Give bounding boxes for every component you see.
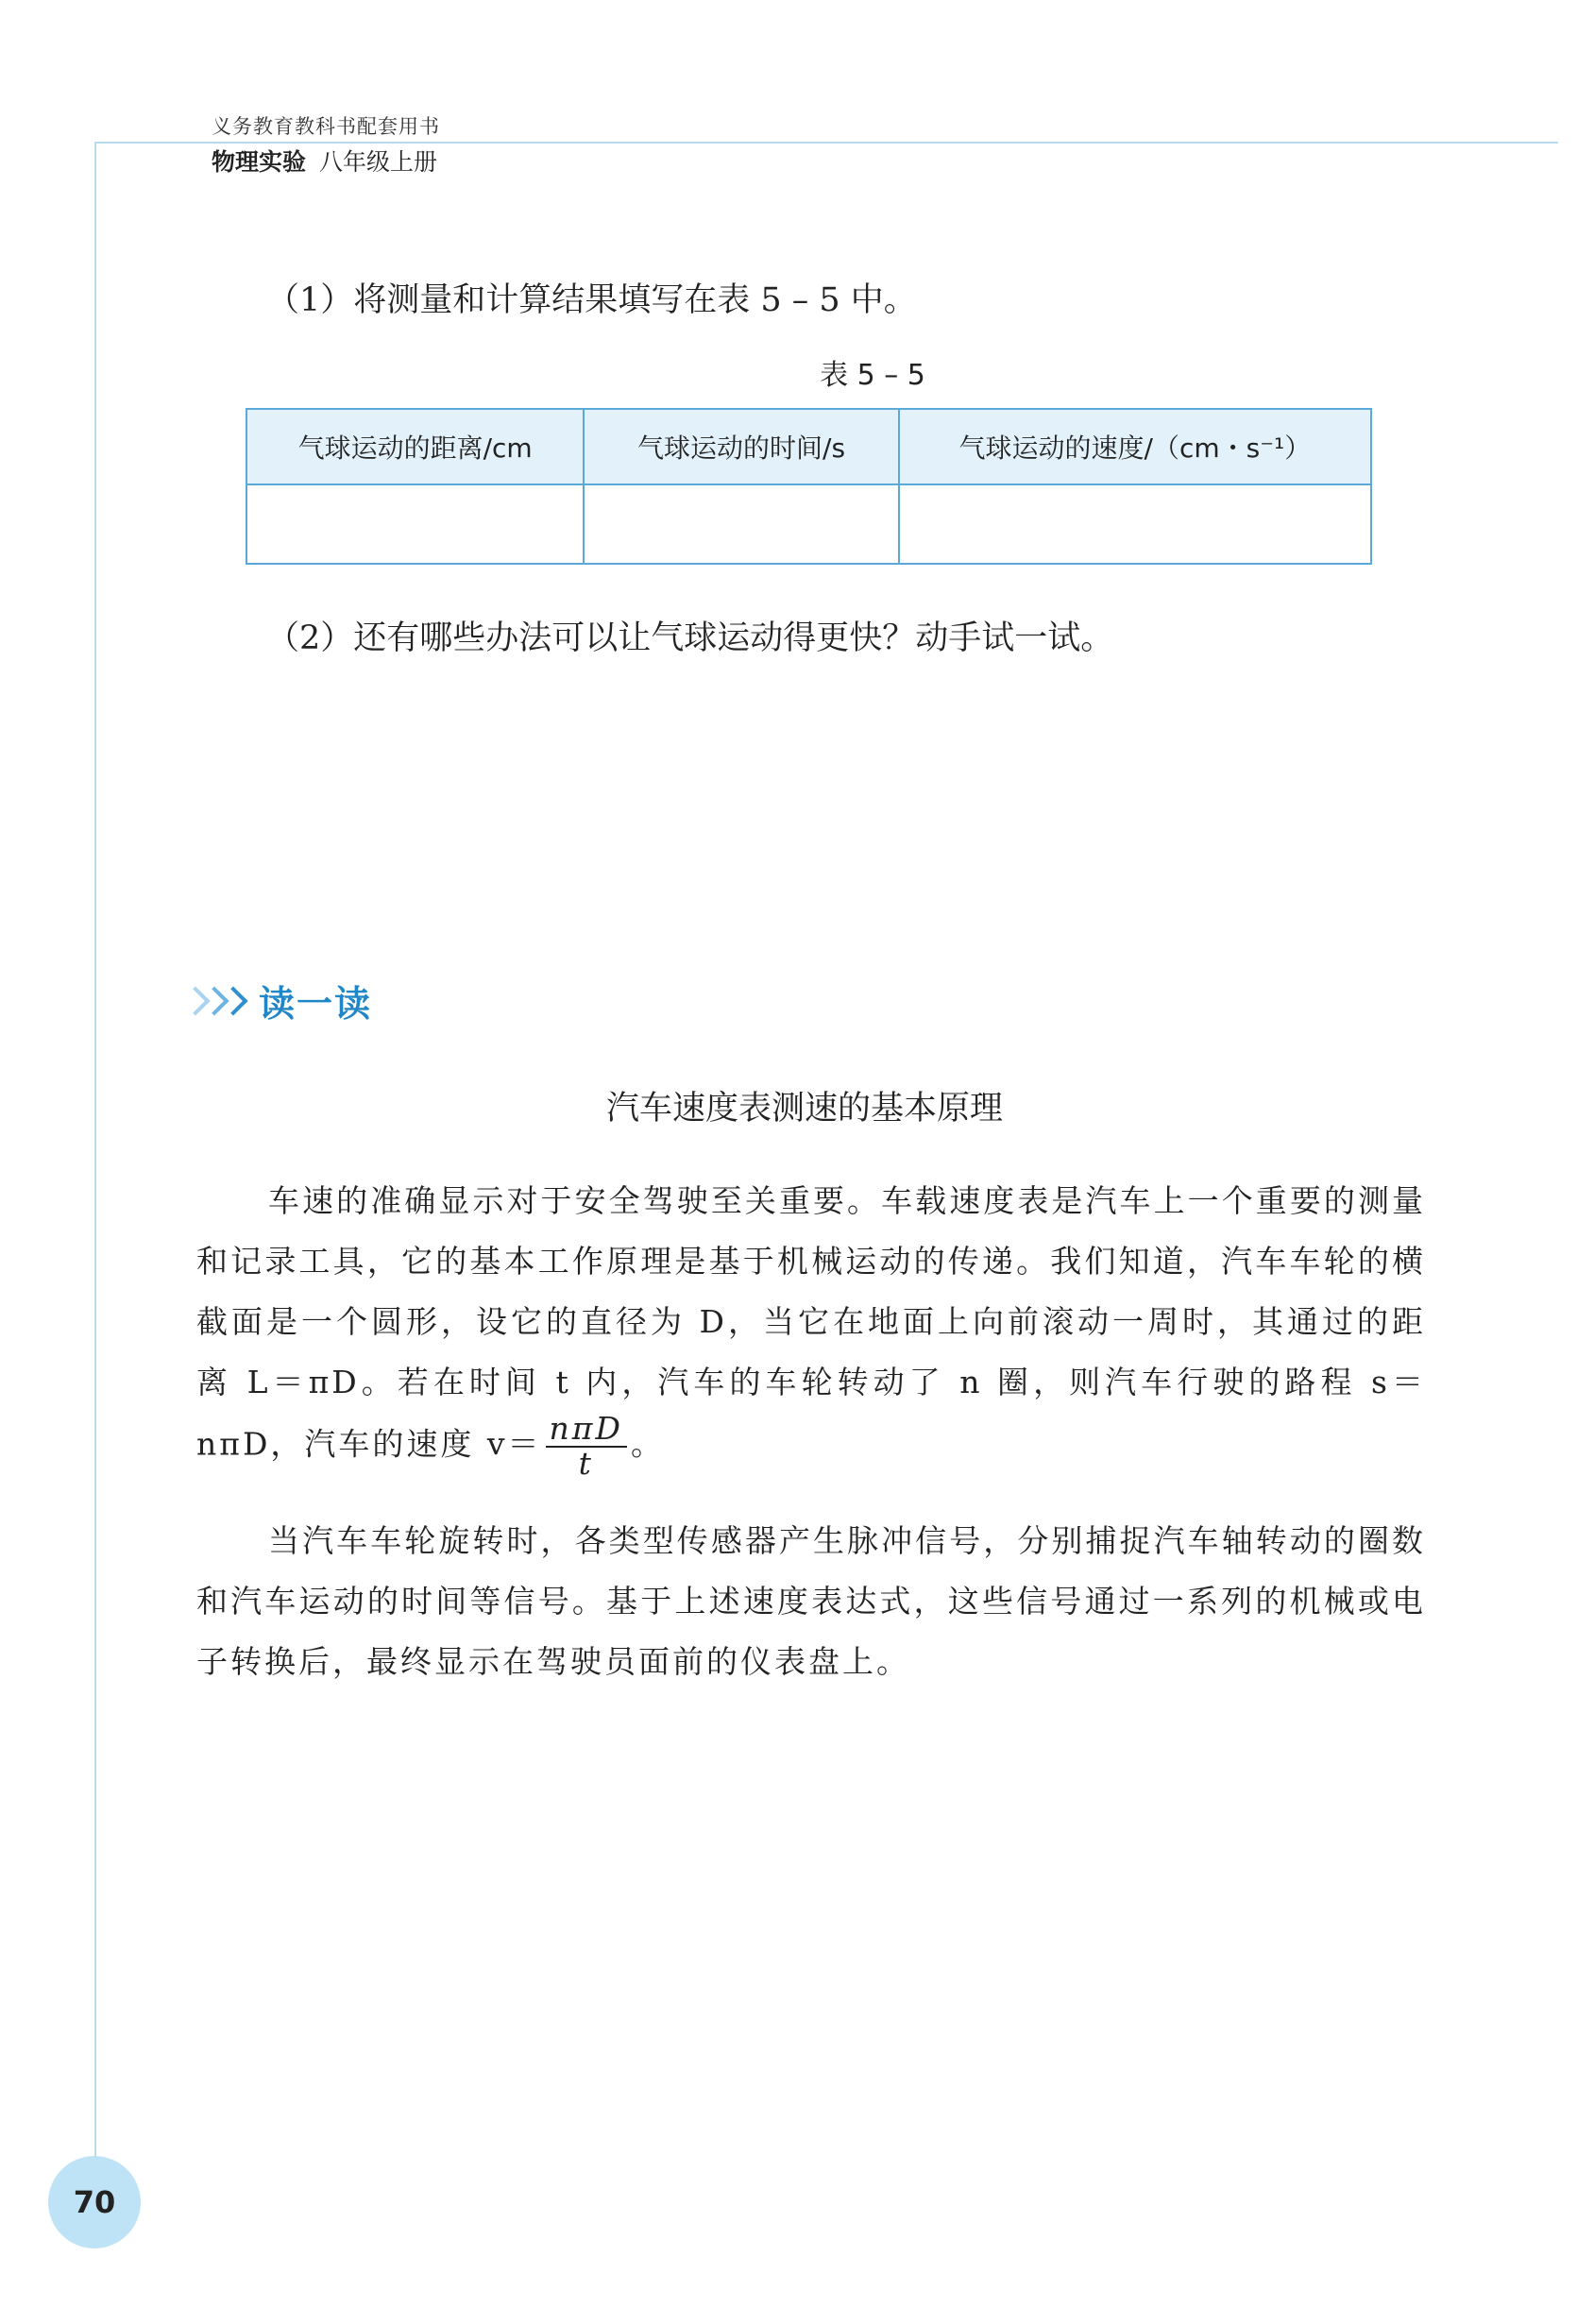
step-1-instruction: （1）将测量和计算结果填写在表 5 – 5 中。 xyxy=(266,281,917,319)
table-cell-distance[interactable] xyxy=(246,484,584,564)
table-cell-speed[interactable] xyxy=(899,484,1371,564)
article-paragraph-1 xyxy=(196,1171,1426,1480)
double-chevron-icon xyxy=(185,991,242,1011)
formula-numerator: nπD xyxy=(546,1413,627,1448)
paragraph-1-text: 车速的准确显示对于安全驾驶至关重要。车载速度表是汽车上一个重要的测量和记录工具，它的基本工作原理是基于机械运动的传递。我们知道，汽车车轮的横截面是一个圆形，设它的直径为 D，当它在地面上向前滚动一周时，其通过的距离 L＝πD。若在时间 t 内，汽车的车轮转动了 n 圈，则汽车行驶的路程 s＝nπD，汽车的速度 v＝ xyxy=(196,1182,1426,1463)
paragraph-1-end: 。 xyxy=(630,1425,665,1463)
page-frame-left-rule xyxy=(94,142,96,2172)
table-row xyxy=(246,484,1371,564)
column-header-time: 气球运动的时间/s xyxy=(584,409,898,484)
table-caption: 表 5 – 5 xyxy=(820,359,925,392)
table-header-row xyxy=(246,409,1371,484)
page-number-badge: 70 xyxy=(48,2156,141,2248)
paragraph-2-text: 当汽车车轮旋转时，各类型传感器产生脉冲信号，分别捕捉汽车轴转动的圈数和汽车运动的时间等信号。基于上述速度表达式，这些信号通过一系列的机械或电子转换后，最终显示在驾驶员面前的仪表盘上。 xyxy=(196,1522,1426,1680)
reading-section-label: 读一读 xyxy=(259,983,373,1025)
step-2-instruction: （2）还有哪些办法可以让气球运动得更快？动手试一试。 xyxy=(266,619,1114,657)
formula-denominator: t xyxy=(578,1444,594,1482)
data-table xyxy=(246,408,1372,565)
column-header-distance: 气球运动的距离/cm xyxy=(246,409,584,484)
grade-label: 八年级上册 xyxy=(319,148,438,176)
book-title xyxy=(212,144,437,178)
reading-section-heading xyxy=(185,975,372,1026)
series-title: 义务教育教科书配套用书 xyxy=(212,115,440,138)
table-cell-time[interactable] xyxy=(584,484,898,564)
subject-label: 物理实验 xyxy=(212,148,307,176)
article-title: 汽车速度表测速的基本原理 xyxy=(605,1090,1003,1128)
speed-formula xyxy=(546,1410,627,1482)
column-header-speed: 气球运动的速度/（cm・s⁻¹） xyxy=(899,409,1371,484)
article-paragraph-2 xyxy=(196,1511,1426,1692)
